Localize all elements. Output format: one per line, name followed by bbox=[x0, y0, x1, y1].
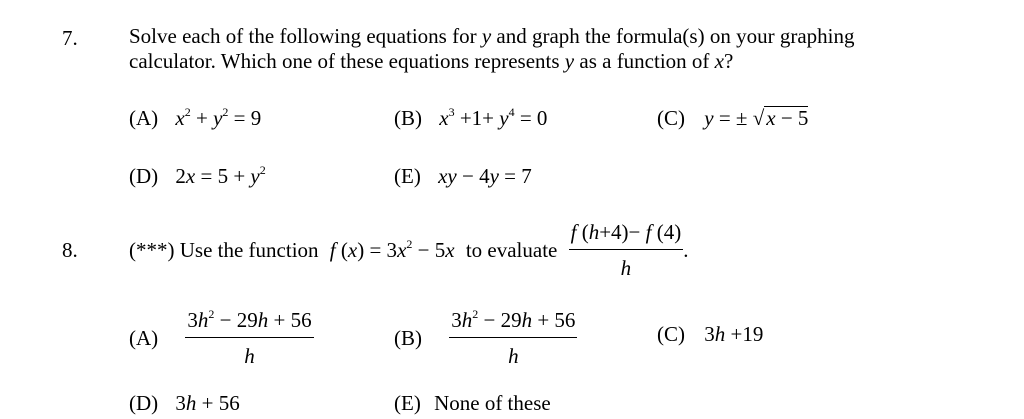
question-7-text-line-2 bbox=[129, 49, 733, 74]
q7-line1-var: y bbox=[481, 24, 492, 48]
q8-choice-a bbox=[129, 308, 314, 369]
q7-choice-d-expr: $2x = 5 + y^2$ bbox=[175, 163, 266, 188]
q8-mid: to evaluate bbox=[465, 238, 558, 262]
q8-choice-d-expr: 3h + 56 bbox=[175, 391, 240, 415]
question-7-number: 7. bbox=[62, 26, 78, 50]
q7-choice-c bbox=[657, 106, 808, 131]
q7-line2-post: ? bbox=[724, 49, 734, 73]
question-8-number: 8. bbox=[62, 238, 78, 262]
q8-choice-e bbox=[394, 391, 551, 416]
q8-frac-numerator: f (h+4)− f (4) bbox=[569, 220, 684, 250]
q7-choice-e-expr: xy − 4y = 7 bbox=[438, 164, 532, 188]
q8-choice-e-text: None of these bbox=[434, 391, 551, 415]
q8-difference-quotient bbox=[569, 220, 684, 281]
q7-choice-b-expr: $x^3 +1+ y^4 = 0$ bbox=[439, 105, 548, 130]
q7-choice-b-label: (B) bbox=[394, 106, 422, 130]
q8-choice-c-expr: 3h +19 bbox=[704, 322, 764, 346]
q8-choice-b-label: (B) bbox=[394, 326, 422, 350]
q8-choice-a-num: $3h^2 - 29h + 56$ bbox=[185, 308, 313, 338]
question-7-text-line-1 bbox=[129, 24, 854, 49]
q8-choice-c-label: (C) bbox=[657, 322, 685, 346]
q7-line1-pre: Solve each of the following equations for bbox=[129, 24, 477, 48]
q7-choice-a-label: (A) bbox=[129, 106, 159, 130]
q8-choice-a-label: (A) bbox=[129, 326, 159, 350]
q8-end: . bbox=[683, 238, 689, 262]
q7-line1-post: and graph the formula(s) on your graphing bbox=[496, 24, 855, 48]
q7-line2-var2: x bbox=[714, 49, 724, 73]
q7-choice-a bbox=[129, 106, 261, 131]
q8-choice-a-den: h bbox=[244, 344, 255, 368]
q8-frac-denominator: h bbox=[620, 256, 632, 280]
q8-choice-b-frac bbox=[449, 308, 577, 369]
q7-choice-b bbox=[394, 106, 547, 131]
q7-choice-d bbox=[129, 164, 266, 189]
q7-choice-c-label: (C) bbox=[657, 106, 685, 130]
q7-line2-var: y bbox=[564, 49, 575, 73]
q8-function: f $(x) = 3x^2 - 5x$ bbox=[329, 237, 455, 262]
q7-choice-e bbox=[394, 164, 532, 189]
q8-choice-a-frac bbox=[185, 308, 313, 369]
question-8-text bbox=[129, 220, 688, 281]
q8-choice-b-num: $3h^2 - 29h + 56$ bbox=[449, 308, 577, 338]
q7-line2-pre: calculator. Which one of these equations represents bbox=[129, 49, 560, 73]
q8-choice-c bbox=[657, 322, 763, 347]
q8-choice-d-label: (D) bbox=[129, 391, 159, 415]
q7-choice-c-expr: y = ± √x − 5 bbox=[704, 106, 809, 130]
q8-choice-d bbox=[129, 391, 240, 416]
q8-prefix: (***) Use the function bbox=[129, 238, 319, 262]
q7-line2-mid: as a function of bbox=[579, 49, 710, 73]
q8-choice-e-label: (E) bbox=[394, 391, 421, 415]
q7-choice-d-label: (D) bbox=[129, 164, 159, 188]
q7-choice-e-label: (E) bbox=[394, 164, 421, 188]
q8-choice-b-den: h bbox=[508, 344, 519, 368]
q7-choice-a-expr: $x^2 + y^2 = 9$ bbox=[175, 105, 262, 130]
q8-choice-b bbox=[394, 308, 577, 369]
